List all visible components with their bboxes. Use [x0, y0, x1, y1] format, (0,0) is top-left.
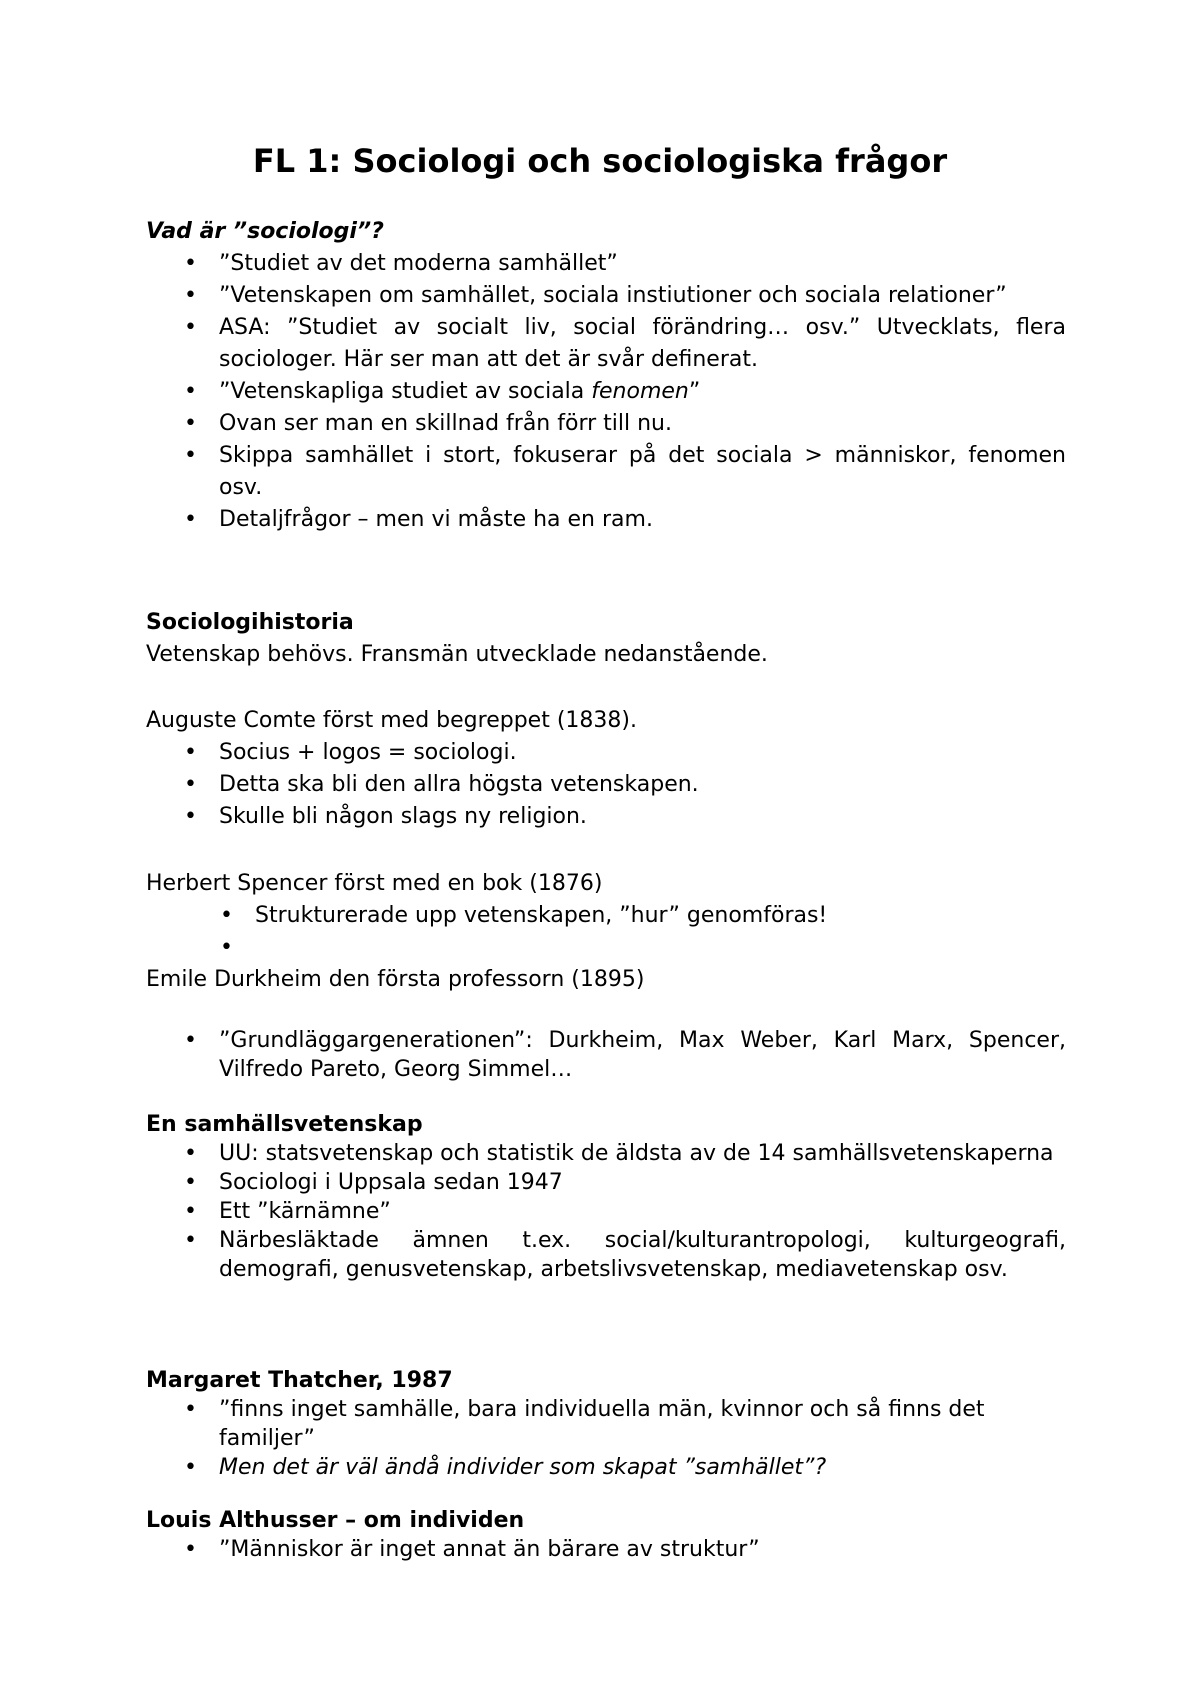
- bullet-icon: •: [184, 507, 197, 532]
- list-item: • Detta ska bli den allra högsta vetenskapen.: [146, 769, 1066, 801]
- bullet-icon: •: [184, 740, 197, 765]
- section-social-science: [146, 1110, 1066, 1284]
- bullet-icon: •: [184, 315, 197, 340]
- list-item: • ”finns inget samhälle, bara individuella män, kvinnor och så finns det familjer”: [184, 1397, 985, 1451]
- list-item: • ”Människor är inget annat än bärare av struktur”: [184, 1537, 760, 1562]
- list-item: • ”Studiet av det moderna samhället”: [146, 248, 1066, 280]
- bullet-icon: •: [184, 1141, 197, 1166]
- list-item: • Skippa samhället i stort, fokuserar på det sociala > människor, fenomen osv.: [146, 440, 1066, 504]
- bullet-icon: •: [184, 251, 197, 276]
- bullet-icon: •: [184, 283, 197, 308]
- bullet-icon: •: [184, 1028, 197, 1053]
- paragraph: Vetenskap behövs. Fransmän utvecklade nedanstående.: [146, 642, 768, 667]
- bullet-icon: •: [184, 379, 197, 404]
- bullet-icon: •: [220, 935, 233, 960]
- section-what-is-sociology: [146, 216, 1066, 536]
- bullet-icon: •: [184, 1199, 197, 1224]
- list-item: • Närbesläktade ämnen t.ex. social/kulturantropologi, kulturgeografi, demografi, genusvetenskap, arbetslivsvetenskap, mediavetenskap osv.: [184, 1228, 1066, 1282]
- comte-block: [146, 705, 1066, 833]
- list-item: • Men det är väl ändå individer som skapat ”samhället”?: [184, 1455, 827, 1480]
- bullet-icon: •: [184, 411, 197, 436]
- paragraph: Auguste Comte först med begreppet (1838).: [146, 708, 637, 733]
- list-item-empty: [146, 932, 1066, 964]
- list-item: • Skulle bli någon slags ny religion.: [146, 801, 1066, 833]
- section-thatcher: [146, 1366, 1066, 1482]
- list-item: • ASA: ”Studiet av socialt liv, social förändring… osv.” Utvecklats, flera sociologer. Här ser man att det är svår definerat.: [146, 312, 1066, 376]
- section-heading: Sociologihistoria: [146, 610, 354, 635]
- list-item: • ”Vetenskapliga studiet av sociala fenomen”: [146, 376, 1066, 408]
- section-heading: Louis Althusser – om individen: [146, 1508, 525, 1533]
- list-item: • Socius + logos = sociologi.: [146, 737, 1066, 769]
- list-item: • ”Vetenskapen om samhället, sociala instiutioner och sociala relationer”: [146, 280, 1066, 312]
- list-item: • Ett ”kärnämne”: [184, 1199, 391, 1224]
- bullet-icon: •: [184, 1397, 197, 1422]
- bullet-list: [146, 1026, 1066, 1084]
- list-item: • UU: statsvetenskap och statistik de äldsta av de 14 samhällsvetenskaperna: [184, 1141, 1054, 1166]
- paragraph: Herbert Spencer först med en bok (1876): [146, 871, 603, 896]
- paragraph: Emile Durkheim den första professorn (1895): [146, 967, 645, 992]
- spencer-block: [146, 868, 1066, 996]
- bullet-list: [146, 900, 1066, 964]
- generation-block: [146, 1026, 1066, 1084]
- list-item: • Sociologi i Uppsala sedan 1947: [184, 1170, 563, 1195]
- bullet-icon: •: [184, 804, 197, 829]
- section-history: [146, 607, 1066, 671]
- section-althusser: [146, 1506, 1066, 1564]
- section-heading: En samhällsvetenskap: [146, 1112, 423, 1137]
- bullet-list: [146, 1139, 1066, 1284]
- bullet-icon: •: [184, 1537, 197, 1562]
- bullet-icon: •: [184, 1170, 197, 1195]
- section-heading: Vad är ”sociologi”?: [146, 219, 384, 244]
- page-title: FL 1: Sociologi och sociologiska frågor: [252, 142, 948, 180]
- section-heading: Margaret Thatcher, 1987: [146, 1368, 453, 1393]
- bullet-icon: •: [220, 903, 233, 928]
- bullet-icon: •: [184, 1455, 197, 1480]
- list-item: • Strukturerade upp vetenskapen, ”hur” genomföras!: [146, 900, 1066, 932]
- list-item: • Detaljfrågor – men vi måste ha en ram.: [146, 504, 1066, 536]
- bullet-list: [146, 1535, 1066, 1564]
- bullet-icon: •: [184, 443, 197, 468]
- bullet-list: [146, 248, 1066, 536]
- bullet-list: [146, 737, 1066, 833]
- bullet-list: [146, 1395, 1066, 1482]
- bullet-icon: •: [184, 1228, 197, 1253]
- bullet-icon: •: [184, 772, 197, 797]
- list-item: • Ovan ser man en skillnad från förr till nu.: [146, 408, 1066, 440]
- list-item: • ”Grundläggargenerationen”: Durkheim, Max Weber, Karl Marx, Spencer, Vilfredo Pareto, Georg Simmel…: [184, 1028, 1066, 1082]
